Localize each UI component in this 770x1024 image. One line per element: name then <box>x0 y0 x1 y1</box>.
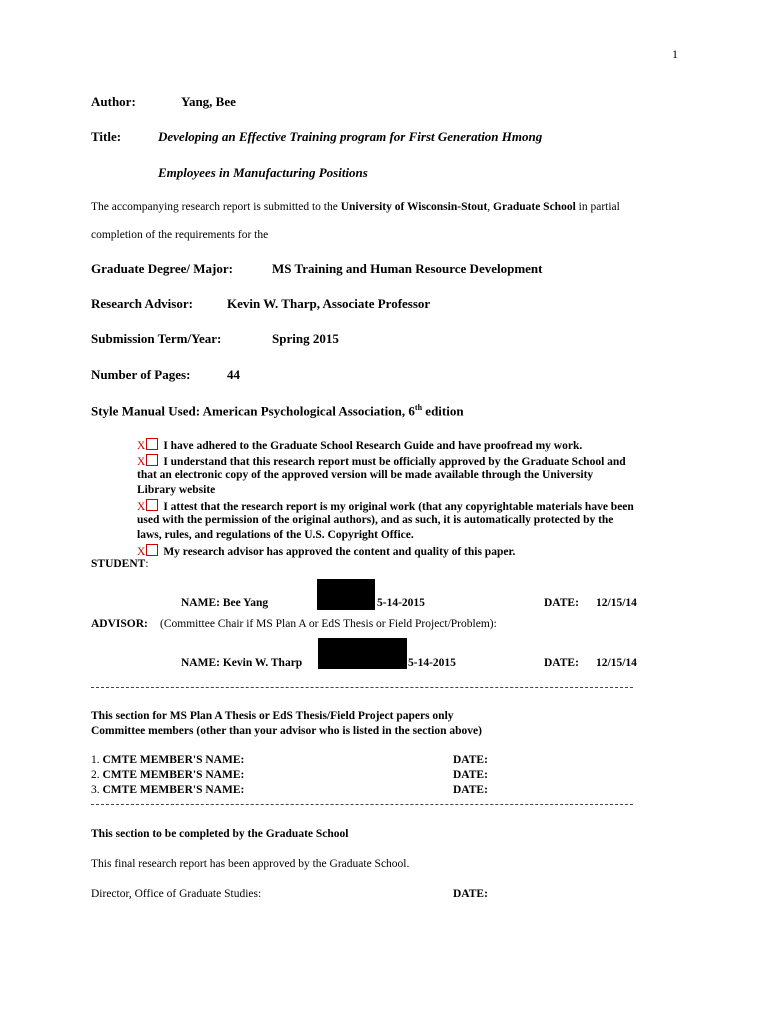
title-label: Title: <box>91 129 122 144</box>
advisor-date-value: 12/15/14 <box>596 657 637 669</box>
checklist-item-4 <box>137 544 515 558</box>
advisor-note: (Committee Chair if MS Plan A or EdS Thesis or Field Project/Problem): <box>160 618 497 630</box>
checklist-item-2-line-2: that an electronic copy of the approved version will be made available through the University <box>137 469 594 481</box>
checklist-text: I have adhered to the Graduate School Research Guide and have proofread my work. <box>163 440 583 452</box>
cmte-member-1 <box>91 754 244 766</box>
member-label: CMTE MEMBER'S NAME: <box>102 784 245 796</box>
checkbox-icon[interactable] <box>146 438 158 450</box>
checklist-item-3-line-2: used with the permission of the original authors), and as such, it is automatically protected by the <box>137 514 614 526</box>
student-sign-date: 5-14-2015 <box>377 597 425 609</box>
intro-text-1: The accompanying research report is submitted to the <box>91 201 341 213</box>
checkbox-icon[interactable] <box>146 544 158 556</box>
check-mark: X <box>137 440 146 452</box>
page-number: 1 <box>672 47 678 61</box>
advisor-name: NAME: Kevin W. Tharp <box>181 657 303 669</box>
student-date-label: DATE: <box>544 597 579 609</box>
advisor-label: ADVISOR: <box>91 618 148 630</box>
checklist-item-3 <box>137 499 634 513</box>
check-mark: X <box>137 546 146 558</box>
research-advisor-value: Kevin W. Tharp, Associate Professor <box>227 296 431 311</box>
check-mark: X <box>137 456 146 468</box>
section-divider <box>91 687 633 688</box>
member-num: 3. <box>91 784 100 796</box>
plan-a-subheading: Committee members (other than your advisor who is listed in the section above) <box>91 725 482 737</box>
grad-school-heading: This section to be completed by the Graduate School <box>91 828 349 840</box>
student-name: NAME: Bee Yang <box>181 597 269 609</box>
style-manual-sup: th <box>414 403 423 412</box>
member-label: CMTE MEMBER'S NAME: <box>102 769 245 781</box>
advisor-signature-redaction <box>318 638 407 669</box>
student-date-value: 12/15/14 <box>596 597 637 609</box>
style-manual-suffix: edition <box>422 403 464 419</box>
graduate-school-name: Graduate School <box>493 201 576 213</box>
pages-value: 44 <box>227 367 240 382</box>
pages-label: Number of Pages: <box>91 367 191 382</box>
advisor-date-label: DATE: <box>544 657 579 669</box>
checklist-item-3-line-3: laws, rules, and regulations of the U.S. Copyright Office. <box>137 529 414 541</box>
member-label: CMTE MEMBER'S NAME: <box>102 754 245 766</box>
section-divider <box>91 804 633 805</box>
checklist-item-1 <box>137 438 582 452</box>
director-date-label: DATE: <box>453 888 488 900</box>
intro-sep: , <box>487 201 494 213</box>
checklist-text: I attest that the research report is my original work (that any copyrightable materials have been <box>163 501 634 513</box>
submission-term-value: Spring 2015 <box>272 331 339 346</box>
cmte-member-3 <box>91 784 244 796</box>
degree-value: MS Training and Human Resource Development <box>272 261 543 276</box>
author-value: Yang, Bee <box>181 94 236 109</box>
author-label: Author: <box>91 94 136 109</box>
advisor-sign-date: 5-14-2015 <box>408 657 456 669</box>
director-label: Director, Office of Graduate Studies: <box>91 888 262 900</box>
intro-line-1 <box>91 201 620 213</box>
checklist-text: I understand that this research report must be officially approved by the Graduate School and <box>163 456 626 468</box>
intro-text-2: in partial <box>575 201 620 213</box>
style-manual <box>91 403 464 419</box>
checkbox-icon[interactable] <box>146 499 158 511</box>
student-label <box>91 558 149 570</box>
cmte-member-2 <box>91 769 244 781</box>
cmte-member-1-date: DATE: <box>453 754 488 766</box>
research-advisor-label: Research Advisor: <box>91 296 193 311</box>
submission-term-label: Submission Term/Year: <box>91 331 222 346</box>
checkbox-icon[interactable] <box>146 454 158 466</box>
student-signature-redaction <box>317 579 375 610</box>
checklist-item-2-line-3: Library website <box>137 484 216 496</box>
title-line-2: Employees in Manufacturing Positions <box>158 165 368 180</box>
cmte-member-2-date: DATE: <box>453 769 488 781</box>
degree-label: Graduate Degree/ Major: <box>91 261 233 276</box>
student-colon: : <box>145 558 149 570</box>
member-num: 2. <box>91 769 100 781</box>
member-num: 1. <box>91 754 100 766</box>
checklist-text: My research advisor has approved the content and quality of this paper. <box>163 546 516 558</box>
student-label-text: STUDENT <box>91 558 146 570</box>
plan-a-heading: This section for MS Plan A Thesis or EdS Thesis/Field Project papers only <box>91 710 454 722</box>
cmte-member-3-date: DATE: <box>453 784 488 796</box>
university-name: University of Wisconsin-Stout <box>340 201 488 213</box>
intro-line-2: completion of the requirements for the <box>91 229 269 241</box>
checklist-item-2 <box>137 454 626 468</box>
check-mark: X <box>137 501 146 513</box>
grad-school-approval: This final research report has been approved by the Graduate School. <box>91 858 410 870</box>
style-manual-text: Style Manual Used: American Psychological Association, 6 <box>91 403 415 419</box>
title-line-1: Developing an Effective Training program for First Generation Hmong <box>158 129 543 144</box>
